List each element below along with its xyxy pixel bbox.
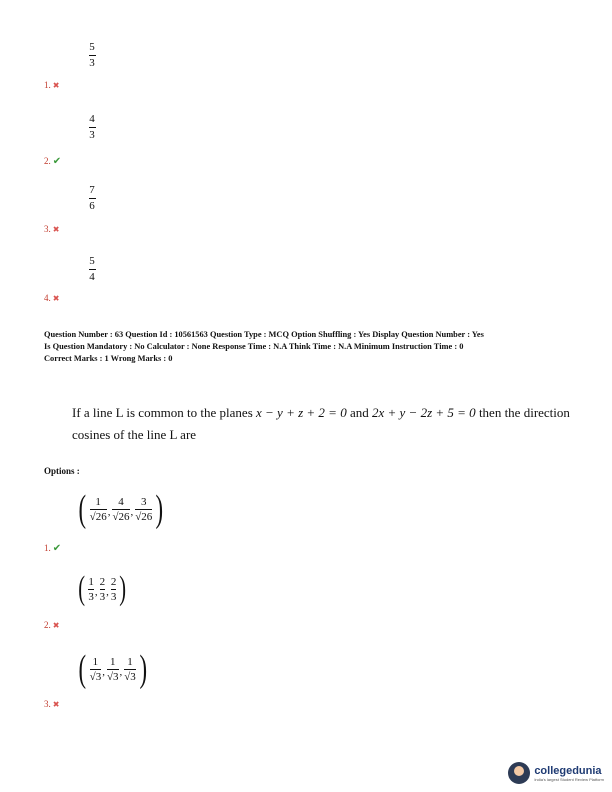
fraction xyxy=(107,656,119,683)
cross-icon: ✖ xyxy=(52,700,60,709)
comma: , xyxy=(119,666,123,678)
fraction xyxy=(90,496,107,523)
denominator: √3 xyxy=(106,670,119,683)
comma: , xyxy=(102,666,105,678)
option-number: 4. xyxy=(44,293,51,303)
denominator: √26 xyxy=(112,510,130,523)
meta-line-2: Is Question Mandatory : No Calculator : None Response Time : N.A Think Time : N.A Minimum Instruction Time : 0 xyxy=(44,342,464,351)
numerator: 5 xyxy=(89,255,95,267)
check-icon: ✔ xyxy=(52,543,62,554)
plane-equation-1: x − y + z + 2 = 0 xyxy=(256,405,347,420)
option-3-expression xyxy=(76,650,149,688)
meta-line-3: Correct Marks : 1 Wrong Marks : 0 xyxy=(44,354,173,363)
option-number: 2. xyxy=(44,620,51,630)
fraction xyxy=(111,576,117,603)
fraction-bar xyxy=(124,669,136,670)
comma: , xyxy=(94,586,98,598)
option-number: 1. xyxy=(44,543,51,553)
cross-icon: ✖ xyxy=(52,225,60,234)
numerator: 2 xyxy=(99,575,106,588)
option-number: 2. xyxy=(44,156,51,166)
denominator: 3 xyxy=(110,590,117,603)
question-text xyxy=(72,402,572,446)
left-paren: ( xyxy=(78,488,87,530)
denominator: √3 xyxy=(124,670,136,683)
option-1 xyxy=(44,536,61,555)
numerator: 1 xyxy=(109,655,116,668)
check-icon: ✔ xyxy=(52,156,62,167)
prev-option-1 xyxy=(44,73,59,92)
fraction-bar xyxy=(111,589,117,590)
numerator: 4 xyxy=(118,495,124,508)
numerator: 1 xyxy=(92,655,99,668)
option-number: 3. xyxy=(44,699,51,709)
denominator: 3 xyxy=(89,129,95,141)
option-number: 1. xyxy=(44,80,51,90)
right-paren: ) xyxy=(155,488,164,530)
numerator: 5 xyxy=(89,41,95,53)
numerator: 2 xyxy=(110,575,117,588)
numerator: 1 xyxy=(95,495,101,508)
logo-tagline: India's largest Student Review Platform xyxy=(534,776,604,782)
numerator: 1 xyxy=(88,575,94,588)
question-and: and xyxy=(346,405,372,420)
numerator: 4 xyxy=(89,113,95,125)
fraction xyxy=(88,576,94,603)
fraction xyxy=(100,576,106,603)
prev-option-4 xyxy=(44,286,59,305)
comma: , xyxy=(130,506,134,518)
fraction-bar xyxy=(107,669,119,670)
left-paren: ( xyxy=(78,648,87,690)
left-paren: ( xyxy=(78,570,86,607)
denominator: 3 xyxy=(89,57,95,69)
option-2-expression xyxy=(76,572,129,606)
option-1-expression xyxy=(76,490,166,528)
comma: , xyxy=(106,586,109,598)
denominator: √26 xyxy=(89,510,107,523)
fraction-bar xyxy=(89,55,96,56)
fraction-bar xyxy=(100,589,106,590)
denominator: 3 xyxy=(88,590,94,603)
prev-option-4-fraction xyxy=(85,256,99,283)
fraction xyxy=(124,656,136,683)
right-paren: ) xyxy=(119,570,127,607)
denominator: 6 xyxy=(89,200,95,212)
fraction-bar xyxy=(89,127,96,128)
fraction-bar xyxy=(88,589,94,590)
denominator: 4 xyxy=(89,271,95,283)
fraction-bar xyxy=(89,269,96,270)
fraction xyxy=(135,496,152,523)
numerator: 1 xyxy=(127,655,133,668)
mascot-icon xyxy=(508,762,530,784)
cross-icon: ✖ xyxy=(52,81,60,90)
comma: , xyxy=(107,506,111,518)
collegedunia-logo xyxy=(508,762,604,784)
option-2 xyxy=(44,613,59,632)
fraction xyxy=(112,496,129,523)
question-part-2: then the direction cosines of the line L are xyxy=(72,405,570,442)
prev-option-1-fraction xyxy=(85,42,99,69)
prev-option-3 xyxy=(44,217,59,236)
logo-brand: collegedunia xyxy=(534,764,602,777)
fraction-bar xyxy=(89,198,96,199)
fraction-bar xyxy=(135,509,152,510)
question-part-1: If a line L is common to the planes xyxy=(72,405,256,420)
meta-line-1: Question Number : 63 Question Id : 10561563 Question Type : MCQ Option Shuffling : Yes Display Question Number : Yes xyxy=(44,330,484,339)
right-paren: ) xyxy=(139,648,147,690)
denominator: √3 xyxy=(89,670,102,683)
fraction-bar xyxy=(90,669,102,670)
question-meta xyxy=(44,329,584,365)
logo-text xyxy=(534,765,604,782)
fraction xyxy=(90,656,102,683)
option-number: 3. xyxy=(44,224,51,234)
prev-option-2-fraction xyxy=(85,114,99,141)
fraction-bar xyxy=(112,509,129,510)
fraction-bar xyxy=(90,509,107,510)
denominator: √26 xyxy=(135,510,153,523)
numerator: 7 xyxy=(89,184,95,196)
denominator: 3 xyxy=(99,590,106,603)
plane-equation-2: 2x + y − 2z + 5 = 0 xyxy=(371,405,476,420)
cross-icon: ✖ xyxy=(52,294,60,303)
option-3 xyxy=(44,692,59,711)
numerator: 3 xyxy=(141,495,147,508)
options-label: Options : xyxy=(44,466,80,476)
prev-option-3-fraction xyxy=(85,185,99,212)
cross-icon: ✖ xyxy=(52,621,60,630)
prev-option-2 xyxy=(44,149,61,168)
